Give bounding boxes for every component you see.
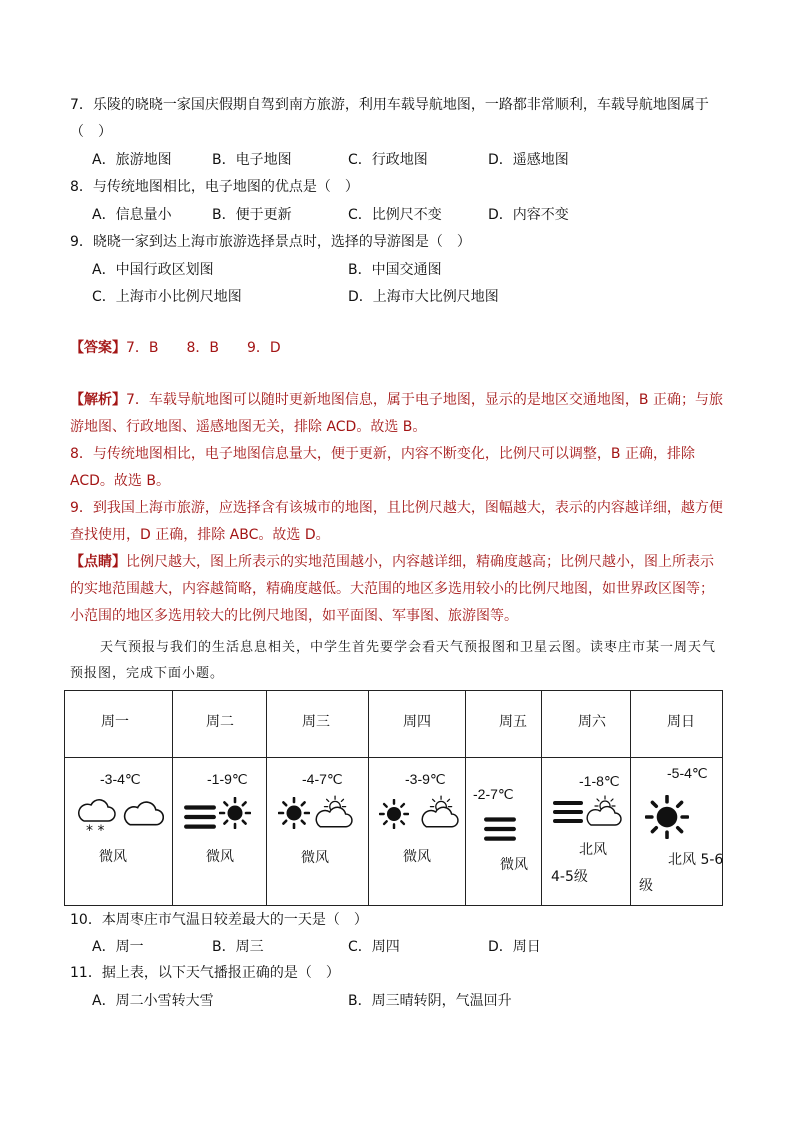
analysis-text-1: 7．车载导航地图可以随时更新地图信息，属于电子地图，显示的是地区交通地图，B 正确；与旅 (126, 392, 723, 408)
tip-text-1: 比例尺越大，图上所表示的实地范围越小，内容越详细，精确度越高；比例尺越小，图上所表示 (126, 554, 714, 570)
question-11-stem: 11．据上表，以下天气播报正确的是（ ） (70, 965, 340, 981)
svg-text:* *: * * (86, 823, 105, 837)
temp-monday: -3-4℃ (100, 771, 141, 787)
question-8-option-c: C．比例尺不变 (348, 207, 442, 223)
sun-icon (219, 797, 251, 829)
question-9-option-b: B．中国交通图 (348, 262, 442, 278)
question-11-option-b: B．周三晴转阴，气温回升 (348, 993, 512, 1009)
wind-wednesday: 微风 (301, 850, 329, 866)
question-8-stem: 8．与传统地图相比，电子地图的优点是（ ） (70, 179, 359, 195)
question-10-option-b: B．周三 (212, 939, 264, 955)
day-header-sunday: 周日 (667, 714, 695, 730)
question-7-option-c: C．行政地图 (348, 152, 428, 168)
wind-saturday-line1: 北风 (579, 842, 607, 858)
temp-saturday: -1-8℃ (579, 773, 620, 789)
temp-friday: -2-7℃ (473, 786, 514, 802)
wind-tuesday: 微风 (206, 849, 234, 865)
answer-text: 7．B 8．B 9．D (126, 340, 281, 356)
partly-cloudy-icon (586, 795, 622, 829)
question-9-option-a: A．中国行政区划图 (92, 262, 214, 278)
sun-icon (645, 795, 689, 839)
analysis-label: 【解析】 (70, 392, 126, 408)
question-7-stem-line2: （ ） (70, 124, 112, 140)
temp-tuesday: -1-9℃ (207, 771, 248, 787)
question-7-option-b: B．电子地图 (212, 152, 292, 168)
day-header-monday: 周一 (101, 714, 129, 730)
answer-line (70, 338, 281, 358)
answer-label: 【答案】 (70, 340, 126, 356)
question-10-option-d: D．周日 (488, 939, 541, 955)
partly-cloudy-icon (421, 795, 459, 831)
wind-saturday-line2: 4-5级 (551, 869, 588, 885)
temp-sunday: -5-4℃ (667, 765, 708, 781)
question-7-option-a: A．旅游地图 (92, 152, 172, 168)
column-divider (266, 691, 267, 905)
question-10-option-c: C．周四 (348, 939, 400, 955)
cloud-icon (122, 797, 164, 829)
haze-icon (552, 799, 584, 825)
question-9-option-d: D．上海市大比例尺地图 (348, 289, 499, 305)
haze-icon (483, 815, 517, 843)
intro-line-2: 预报图，完成下面小题。 (70, 666, 225, 681)
column-divider (630, 691, 631, 905)
question-7-option-d: D．遥感地图 (488, 152, 569, 168)
tip-line-1 (70, 552, 714, 572)
column-divider (368, 691, 369, 905)
day-header-friday: 周五 (499, 714, 527, 730)
question-9-stem: 9．晓晓一家到达上海市旅游选择景点时，选择的导游图是（ ） (70, 234, 471, 250)
column-divider (541, 691, 542, 905)
day-header-tuesday: 周二 (206, 714, 234, 730)
question-9-option-c: C．上海市小比例尺地图 (92, 289, 242, 305)
analysis-line-3: 8．与传统地图相比，电子地图信息量大，便于更新，内容不断变化，比例尺可以调整，B 正确，排除 (70, 446, 695, 462)
sun-icon (379, 799, 409, 829)
question-8-option-b: B．便于更新 (212, 207, 292, 223)
column-divider (465, 691, 466, 905)
wind-monday: 微风 (99, 849, 127, 865)
sun-icon (278, 797, 310, 829)
snow-cloud-icon (78, 795, 120, 837)
wind-thursday: 微风 (403, 849, 431, 865)
wind-friday: 微风 (500, 857, 528, 873)
partly-cloudy-icon (315, 795, 353, 831)
haze-icon (183, 803, 217, 831)
question-10-option-a: A．周一 (92, 939, 144, 955)
question-8-option-d: D．内容不变 (488, 207, 569, 223)
analysis-line-2: 游地图、行政地图、遥感地图无关，排除 ACD。故选 B。 (70, 419, 427, 435)
day-header-wednesday: 周三 (302, 714, 330, 730)
column-divider (172, 691, 173, 905)
wind-sunday-line2: 级 (639, 878, 653, 894)
day-header-saturday: 周六 (578, 714, 606, 730)
question-7-stem-line1: 7．乐陵的晓晓一家国庆假期自驾到南方旅游，利用车载导航地图，一路都非常顺利，车载导航地图属于 (70, 97, 709, 113)
temp-thursday: -3-9℃ (405, 771, 446, 787)
analysis-line-6: 查找使用，D 正确，排除 ABC。故选 D。 (70, 527, 330, 543)
tip-label: 【点睛】 (70, 554, 126, 570)
table-header-divider (65, 757, 722, 758)
analysis-line-5: 9．到我国上海市旅游，应选择含有该城市的地图，且比例尺越大，图幅越大，表示的内容越详细，越方便 (70, 500, 723, 516)
weather-table (64, 690, 723, 906)
wind-sunday-line1: 北风 5-6 (668, 852, 724, 868)
temp-wednesday: -4-7℃ (302, 771, 343, 787)
question-11-option-a: A．周二小雪转大雪 (92, 993, 214, 1009)
question-8-option-a: A．信息量小 (92, 207, 172, 223)
analysis-line-4: ACD。故选 B。 (70, 473, 170, 489)
tip-line-3: 小范围的地区多选用较大的比例尺地图，如平面图、军事图、旅游图等。 (70, 608, 518, 624)
question-10-stem: 10．本周枣庄市气温日较差最大的一天是（ ） (70, 912, 368, 928)
tip-line-2: 的实地范围越大，内容越简略，精确度越低。大范围的地区多选用较小的比例尺地图，如世界政区图等； (70, 581, 714, 597)
analysis-line-1 (70, 390, 723, 410)
intro-line-1: 天气预报与我们的生活息息相关，中学生首先要学会看天气预报图和卫星云图。读枣庄市某一周天气 (100, 640, 717, 655)
day-header-thursday: 周四 (403, 714, 431, 730)
